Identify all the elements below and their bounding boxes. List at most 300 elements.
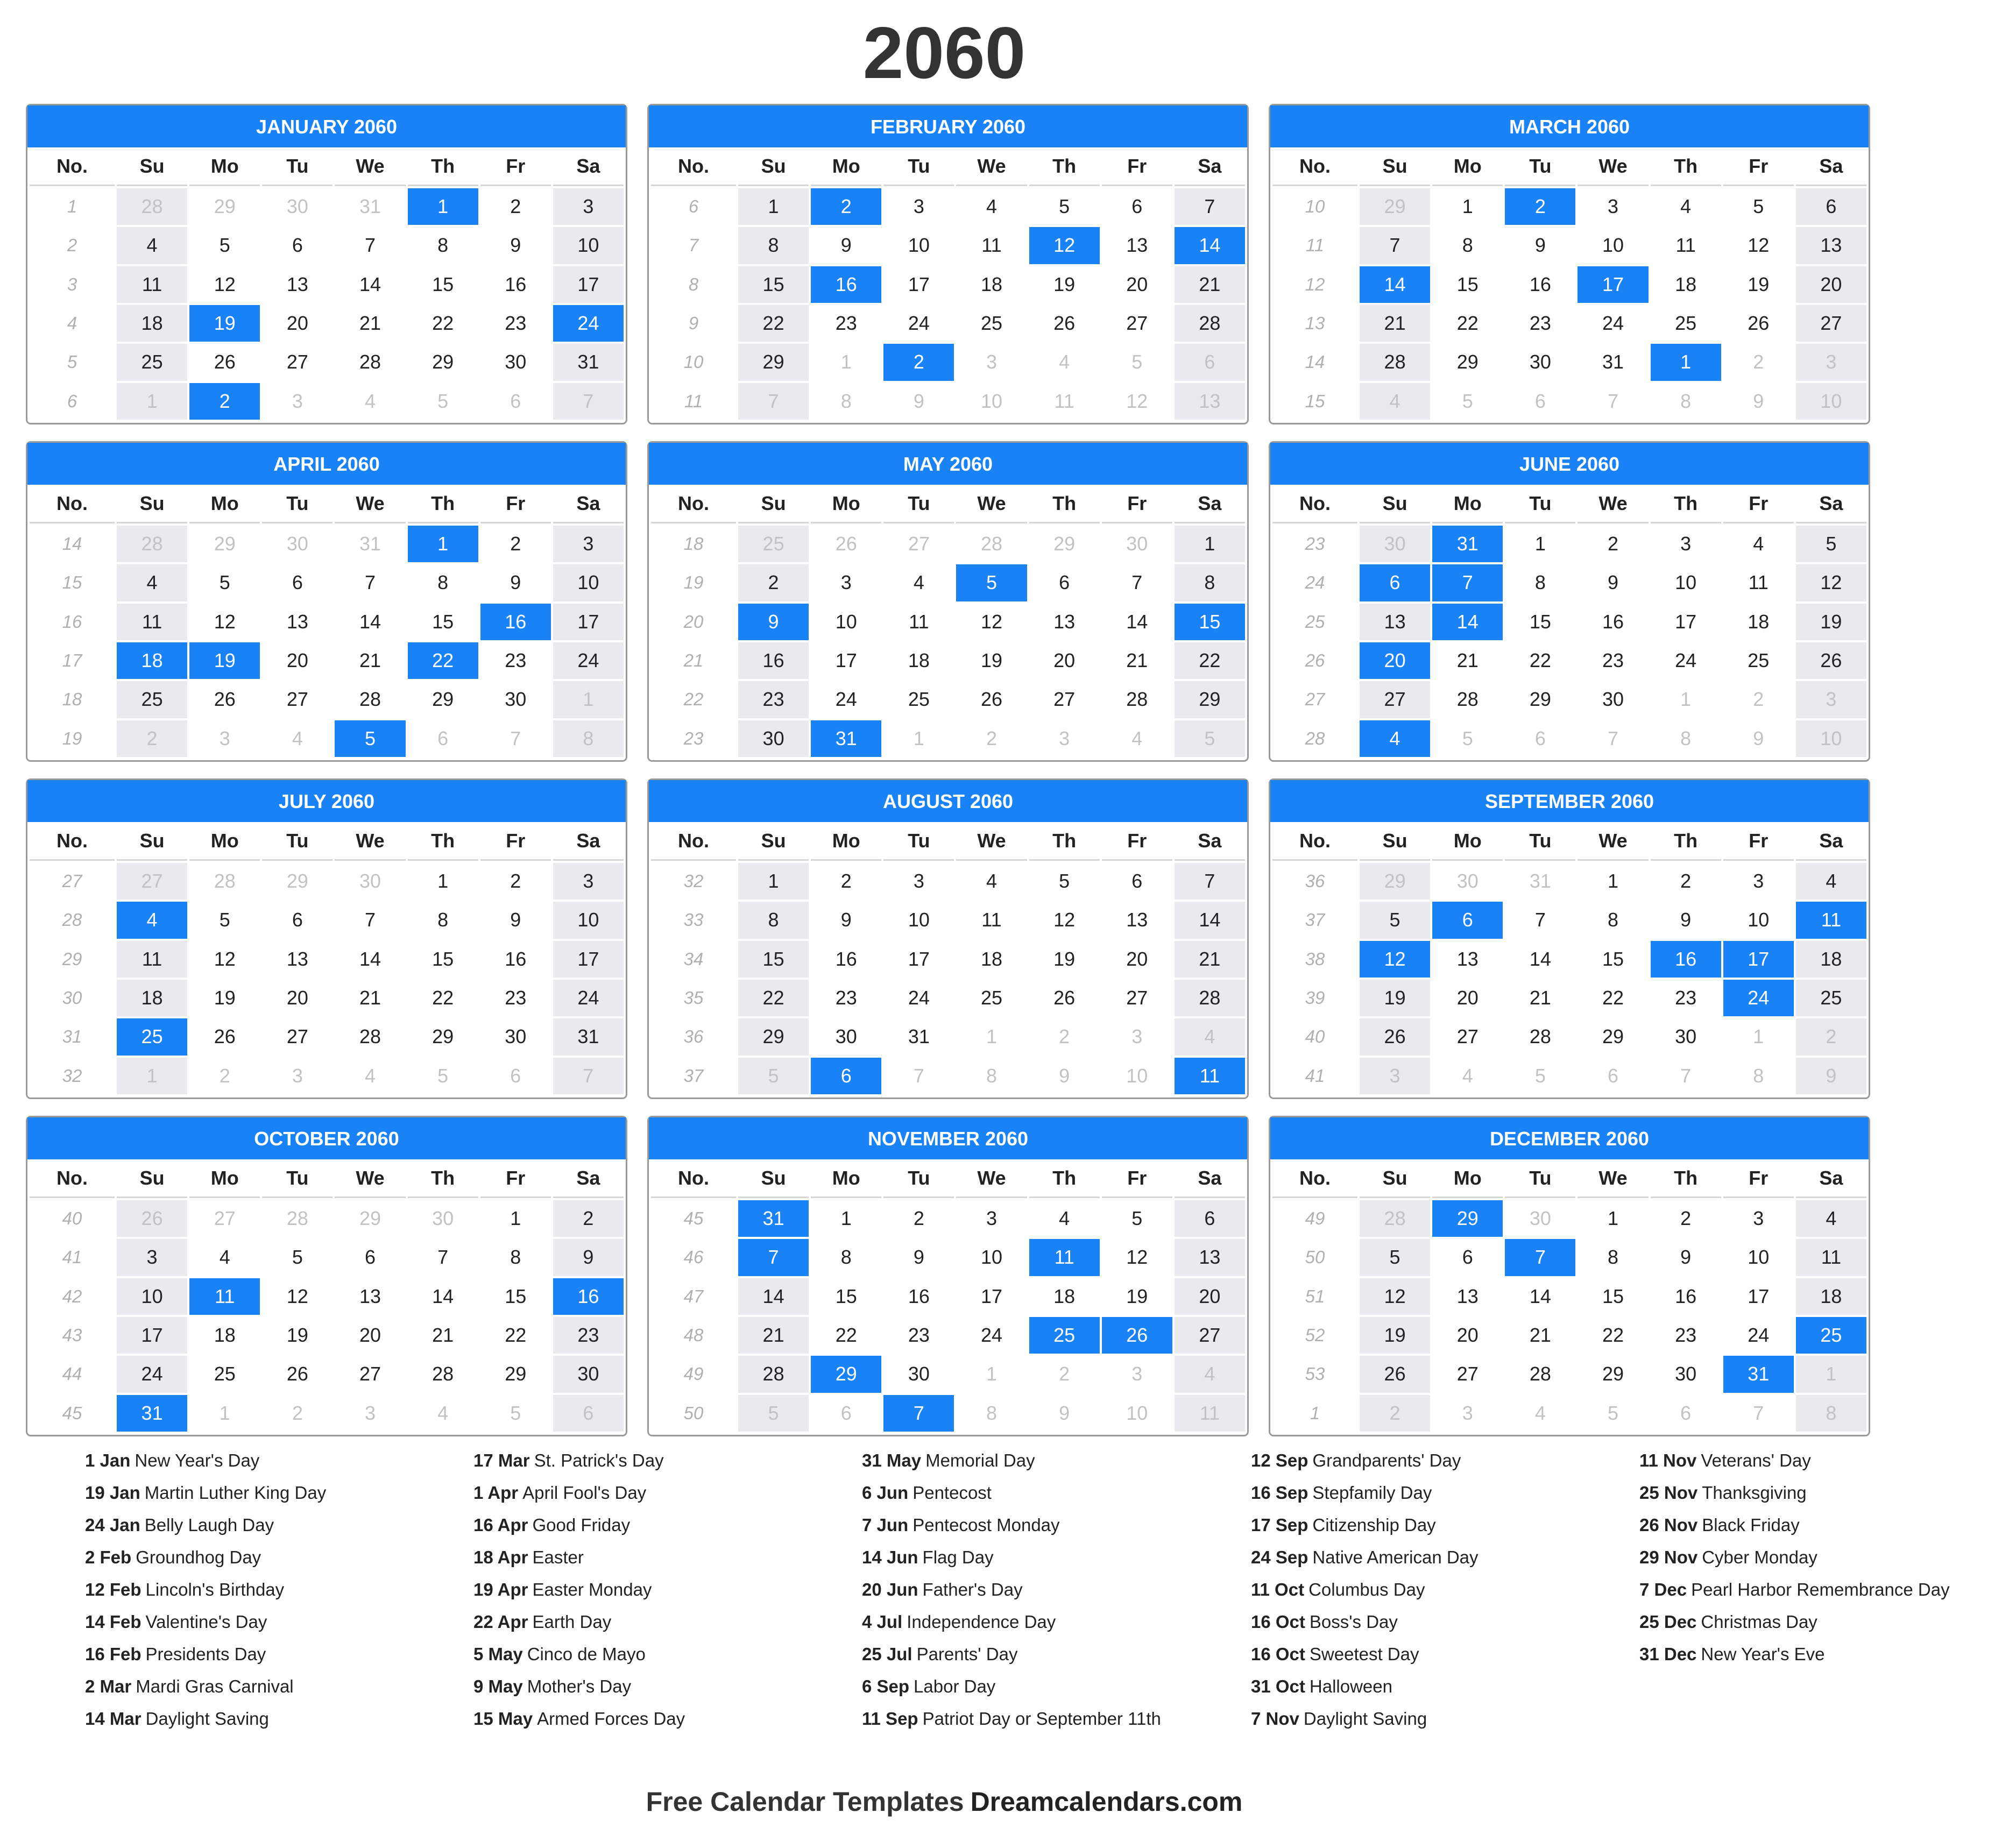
day-cell[interactable]: 9 [1723,720,1794,757]
day-cell[interactable]: 12 [189,604,260,640]
day-cell[interactable]: 10 [883,227,954,264]
day-cell[interactable]: 10 [1796,720,1866,757]
holiday-day-cell[interactable]: 14 [1432,604,1503,640]
holiday-day-cell[interactable]: 17 [1723,941,1794,978]
day-cell[interactable]: 6 [480,1058,551,1094]
day-cell[interactable]: 27 [262,681,333,718]
day-cell[interactable]: 4 [1505,1395,1575,1432]
holiday-day-cell[interactable]: 16 [553,1278,624,1315]
day-cell[interactable]: 18 [1029,1278,1100,1315]
day-cell[interactable]: 9 [1723,383,1794,420]
day-cell[interactable]: 18 [883,642,954,679]
day-cell[interactable]: 1 [553,681,624,718]
day-cell[interactable]: 31 [1505,863,1575,900]
day-cell[interactable]: 2 [1723,344,1794,380]
day-cell[interactable]: 6 [1432,1239,1503,1276]
day-cell[interactable]: 3 [262,1058,333,1094]
holiday-day-cell[interactable]: 12 [1360,941,1430,978]
day-cell[interactable]: 5 [408,383,478,420]
day-cell[interactable]: 31 [553,1018,624,1055]
day-cell[interactable]: 23 [811,980,881,1016]
day-cell[interactable]: 15 [408,266,478,303]
day-cell[interactable]: 7 [1723,1395,1794,1432]
day-cell[interactable]: 17 [1651,604,1721,640]
day-cell[interactable]: 13 [262,604,333,640]
day-cell[interactable]: 1 [408,863,478,900]
day-cell[interactable]: 20 [1102,266,1172,303]
day-cell[interactable]: 18 [1723,604,1794,640]
day-cell[interactable]: 19 [1360,1317,1430,1354]
day-cell[interactable]: 13 [1175,1239,1245,1276]
day-cell[interactable]: 28 [1175,305,1245,342]
day-cell[interactable]: 2 [811,863,881,900]
day-cell[interactable]: 3 [553,863,624,900]
day-cell[interactable]: 13 [1432,941,1503,978]
day-cell[interactable]: 11 [956,227,1027,264]
day-cell[interactable]: 14 [1175,902,1245,938]
day-cell[interactable]: 20 [335,1317,405,1354]
day-cell[interactable]: 23 [811,305,881,342]
day-cell[interactable]: 28 [262,1200,333,1237]
day-cell[interactable]: 6 [262,902,333,938]
day-cell[interactable]: 31 [883,1018,954,1055]
day-cell[interactable]: 29 [1505,681,1575,718]
day-cell[interactable]: 20 [262,305,333,342]
day-cell[interactable]: 3 [956,344,1027,380]
day-cell[interactable]: 9 [480,902,551,938]
day-cell[interactable]: 24 [1651,642,1721,679]
day-cell[interactable]: 1 [811,1200,881,1237]
day-cell[interactable]: 27 [1432,1356,1503,1392]
day-cell[interactable]: 27 [189,1200,260,1237]
day-cell[interactable]: 5 [1432,383,1503,420]
day-cell[interactable]: 30 [738,720,809,757]
day-cell[interactable]: 15 [1578,1278,1648,1315]
day-cell[interactable]: 2 [1651,863,1721,900]
day-cell[interactable]: 15 [1578,941,1648,978]
day-cell[interactable]: 1 [1796,1356,1866,1392]
day-cell[interactable]: 7 [553,1058,624,1094]
day-cell[interactable]: 14 [335,941,405,978]
holiday-day-cell[interactable]: 29 [1432,1200,1503,1237]
holiday-day-cell[interactable]: 4 [1360,720,1430,757]
day-cell[interactable]: 4 [335,383,405,420]
day-cell[interactable]: 12 [956,604,1027,640]
day-cell[interactable]: 27 [1102,980,1172,1016]
holiday-day-cell[interactable]: 24 [553,305,624,342]
day-cell[interactable]: 29 [1029,526,1100,562]
holiday-day-cell[interactable]: 1 [408,188,478,225]
day-cell[interactable]: 8 [408,227,478,264]
day-cell[interactable]: 1 [1175,526,1245,562]
day-cell[interactable]: 14 [408,1278,478,1315]
day-cell[interactable]: 7 [335,564,405,601]
day-cell[interactable]: 22 [480,1317,551,1354]
day-cell[interactable]: 2 [480,188,551,225]
day-cell[interactable]: 19 [1796,604,1866,640]
day-cell[interactable]: 7 [408,1239,478,1276]
day-cell[interactable]: 17 [883,266,954,303]
day-cell[interactable]: 10 [956,383,1027,420]
day-cell[interactable]: 28 [117,526,187,562]
day-cell[interactable]: 3 [883,188,954,225]
day-cell[interactable]: 21 [1432,642,1503,679]
day-cell[interactable]: 30 [553,1356,624,1392]
day-cell[interactable]: 14 [1505,1278,1575,1315]
day-cell[interactable]: 8 [1175,564,1245,601]
day-cell[interactable]: 18 [956,266,1027,303]
day-cell[interactable]: 28 [1505,1356,1575,1392]
day-cell[interactable]: 4 [1796,1200,1866,1237]
day-cell[interactable]: 29 [1360,863,1430,900]
day-cell[interactable]: 9 [1029,1058,1100,1094]
day-cell[interactable]: 4 [1651,188,1721,225]
day-cell[interactable]: 19 [1723,266,1794,303]
day-cell[interactable]: 10 [553,902,624,938]
day-cell[interactable]: 3 [553,188,624,225]
day-cell[interactable]: 26 [1723,305,1794,342]
holiday-day-cell[interactable]: 20 [1360,642,1430,679]
day-cell[interactable]: 29 [189,188,260,225]
day-cell[interactable]: 2 [1651,1200,1721,1237]
day-cell[interactable]: 20 [1029,642,1100,679]
day-cell[interactable]: 6 [262,227,333,264]
day-cell[interactable]: 20 [262,980,333,1016]
day-cell[interactable]: 21 [335,642,405,679]
day-cell[interactable]: 2 [117,720,187,757]
day-cell[interactable]: 31 [335,526,405,562]
day-cell[interactable]: 6 [1505,383,1575,420]
day-cell[interactable]: 4 [1360,383,1430,420]
day-cell[interactable]: 3 [553,526,624,562]
day-cell[interactable]: 7 [738,383,809,420]
holiday-day-cell[interactable]: 6 [1432,902,1503,938]
day-cell[interactable]: 8 [408,564,478,601]
holiday-day-cell[interactable]: 31 [1723,1356,1794,1392]
day-cell[interactable]: 16 [883,1278,954,1315]
day-cell[interactable]: 9 [811,227,881,264]
day-cell[interactable]: 4 [956,188,1027,225]
day-cell[interactable]: 29 [1432,344,1503,380]
day-cell[interactable]: 9 [883,1239,954,1276]
day-cell[interactable]: 29 [480,1356,551,1392]
day-cell[interactable]: 27 [262,1018,333,1055]
day-cell[interactable]: 1 [883,720,954,757]
day-cell[interactable]: 5 [1360,902,1430,938]
holiday-day-cell[interactable]: 29 [811,1356,881,1392]
day-cell[interactable]: 8 [811,1239,881,1276]
day-cell[interactable]: 3 [335,1395,405,1432]
day-cell[interactable]: 16 [811,941,881,978]
holiday-day-cell[interactable]: 7 [1505,1239,1575,1276]
day-cell[interactable]: 26 [262,1356,333,1392]
day-cell[interactable]: 26 [1796,642,1866,679]
day-cell[interactable]: 23 [1578,642,1648,679]
day-cell[interactable]: 8 [956,1395,1027,1432]
holiday-day-cell[interactable]: 7 [883,1395,954,1432]
day-cell[interactable]: 10 [1796,383,1866,420]
day-cell[interactable]: 25 [117,681,187,718]
day-cell[interactable]: 29 [738,344,809,380]
day-cell[interactable]: 11 [1029,383,1100,420]
day-cell[interactable]: 21 [1175,266,1245,303]
holiday-day-cell[interactable]: 7 [738,1239,809,1276]
day-cell[interactable]: 16 [480,941,551,978]
holiday-day-cell[interactable]: 11 [1796,902,1866,938]
day-cell[interactable]: 12 [1102,383,1172,420]
day-cell[interactable]: 27 [117,863,187,900]
day-cell[interactable]: 4 [1029,344,1100,380]
day-cell[interactable]: 13 [1360,604,1430,640]
day-cell[interactable]: 18 [956,941,1027,978]
holiday-day-cell[interactable]: 31 [117,1395,187,1432]
day-cell[interactable]: 9 [480,564,551,601]
day-cell[interactable]: 2 [1029,1018,1100,1055]
day-cell[interactable]: 30 [1651,1356,1721,1392]
footer-site[interactable]: Dreamcalendars.com [970,1787,1243,1817]
day-cell[interactable]: 16 [480,266,551,303]
day-cell[interactable]: 20 [1102,941,1172,978]
holiday-day-cell[interactable]: 18 [117,642,187,679]
day-cell[interactable]: 1 [1723,1018,1794,1055]
holiday-day-cell[interactable]: 26 [1102,1317,1172,1354]
day-cell[interactable]: 23 [480,980,551,1016]
day-cell[interactable]: 10 [956,1239,1027,1276]
holiday-day-cell[interactable]: 16 [1651,941,1721,978]
day-cell[interactable]: 13 [262,941,333,978]
day-cell[interactable]: 13 [262,266,333,303]
day-cell[interactable]: 3 [117,1239,187,1276]
day-cell[interactable]: 25 [117,344,187,380]
day-cell[interactable]: 7 [553,383,624,420]
day-cell[interactable]: 24 [553,980,624,1016]
holiday-day-cell[interactable]: 14 [1175,227,1245,264]
holiday-day-cell[interactable]: 14 [1360,266,1430,303]
day-cell[interactable]: 22 [1432,305,1503,342]
day-cell[interactable]: 1 [1505,526,1575,562]
day-cell[interactable]: 9 [883,383,954,420]
day-cell[interactable]: 26 [811,526,881,562]
day-cell[interactable]: 14 [335,604,405,640]
day-cell[interactable]: 12 [189,266,260,303]
day-cell[interactable]: 24 [883,305,954,342]
day-cell[interactable]: 27 [883,526,954,562]
day-cell[interactable]: 13 [1175,383,1245,420]
day-cell[interactable]: 6 [553,1395,624,1432]
day-cell[interactable]: 24 [553,642,624,679]
day-cell[interactable]: 27 [335,1356,405,1392]
holiday-day-cell[interactable]: 15 [1175,604,1245,640]
day-cell[interactable]: 25 [1796,980,1866,1016]
day-cell[interactable]: 26 [189,1018,260,1055]
day-cell[interactable]: 26 [1029,305,1100,342]
day-cell[interactable]: 23 [480,642,551,679]
day-cell[interactable]: 2 [1578,526,1648,562]
day-cell[interactable]: 5 [1360,1239,1430,1276]
day-cell[interactable]: 8 [956,1058,1027,1094]
day-cell[interactable]: 4 [1796,863,1866,900]
day-cell[interactable]: 11 [883,604,954,640]
day-cell[interactable]: 4 [1102,720,1172,757]
day-cell[interactable]: 30 [335,863,405,900]
day-cell[interactable]: 5 [1578,1395,1648,1432]
day-cell[interactable]: 3 [189,720,260,757]
holiday-day-cell[interactable]: 16 [811,266,881,303]
day-cell[interactable]: 24 [811,681,881,718]
day-cell[interactable]: 29 [262,863,333,900]
day-cell[interactable]: 4 [335,1058,405,1094]
day-cell[interactable]: 5 [1796,526,1866,562]
day-cell[interactable]: 31 [1578,344,1648,380]
day-cell[interactable]: 27 [1102,305,1172,342]
day-cell[interactable]: 23 [1505,305,1575,342]
day-cell[interactable]: 29 [335,1200,405,1237]
day-cell[interactable]: 27 [1175,1317,1245,1354]
day-cell[interactable]: 25 [956,305,1027,342]
day-cell[interactable]: 24 [117,1356,187,1392]
holiday-day-cell[interactable]: 6 [811,1058,881,1094]
day-cell[interactable]: 3 [1102,1018,1172,1055]
day-cell[interactable]: 6 [408,720,478,757]
day-cell[interactable]: 1 [738,188,809,225]
day-cell[interactable]: 3 [1578,188,1648,225]
day-cell[interactable]: 3 [1796,681,1866,718]
day-cell[interactable]: 23 [738,681,809,718]
day-cell[interactable]: 2 [1796,1018,1866,1055]
day-cell[interactable]: 26 [1029,980,1100,1016]
day-cell[interactable]: 28 [956,526,1027,562]
day-cell[interactable]: 9 [553,1239,624,1276]
day-cell[interactable]: 13 [1029,604,1100,640]
day-cell[interactable]: 24 [1578,305,1648,342]
day-cell[interactable]: 24 [956,1317,1027,1354]
day-cell[interactable]: 3 [1029,720,1100,757]
day-cell[interactable]: 29 [1175,681,1245,718]
day-cell[interactable]: 28 [335,1018,405,1055]
day-cell[interactable]: 18 [1796,941,1866,978]
day-cell[interactable]: 8 [408,902,478,938]
day-cell[interactable]: 30 [262,188,333,225]
day-cell[interactable]: 19 [956,642,1027,679]
day-cell[interactable]: 1 [1578,863,1648,900]
day-cell[interactable]: 4 [117,227,187,264]
day-cell[interactable]: 23 [1651,1317,1721,1354]
holiday-day-cell[interactable]: 2 [883,344,954,380]
day-cell[interactable]: 10 [1578,227,1648,264]
day-cell[interactable]: 28 [1505,1018,1575,1055]
holiday-day-cell[interactable]: 16 [480,604,551,640]
day-cell[interactable]: 26 [189,344,260,380]
day-cell[interactable]: 21 [1102,642,1172,679]
day-cell[interactable]: 10 [811,604,881,640]
day-cell[interactable]: 11 [1175,1395,1245,1432]
day-cell[interactable]: 28 [189,863,260,900]
day-cell[interactable]: 1 [117,1058,187,1094]
day-cell[interactable]: 13 [1796,227,1866,264]
day-cell[interactable]: 14 [738,1278,809,1315]
day-cell[interactable]: 19 [262,1317,333,1354]
holiday-day-cell[interactable]: 5 [335,720,405,757]
holiday-day-cell[interactable]: 2 [189,383,260,420]
day-cell[interactable]: 28 [335,681,405,718]
day-cell[interactable]: 12 [1360,1278,1430,1315]
day-cell[interactable]: 17 [553,604,624,640]
holiday-day-cell[interactable]: 12 [1029,227,1100,264]
day-cell[interactable]: 23 [1651,980,1721,1016]
holiday-day-cell[interactable]: 6 [1360,564,1430,601]
day-cell[interactable]: 16 [1505,266,1575,303]
day-cell[interactable]: 31 [553,344,624,380]
day-cell[interactable]: 28 [335,344,405,380]
holiday-day-cell[interactable]: 2 [811,188,881,225]
holiday-day-cell[interactable]: 11 [1029,1239,1100,1276]
day-cell[interactable]: 2 [1723,681,1794,718]
day-cell[interactable]: 2 [1029,1356,1100,1392]
day-cell[interactable]: 4 [1175,1356,1245,1392]
day-cell[interactable]: 8 [1651,720,1721,757]
holiday-day-cell[interactable]: 9 [738,604,809,640]
day-cell[interactable]: 11 [1723,564,1794,601]
day-cell[interactable]: 21 [335,305,405,342]
day-cell[interactable]: 31 [335,188,405,225]
day-cell[interactable]: 2 [262,1395,333,1432]
day-cell[interactable]: 13 [335,1278,405,1315]
day-cell[interactable]: 3 [1651,526,1721,562]
day-cell[interactable]: 21 [335,980,405,1016]
day-cell[interactable]: 23 [553,1317,624,1354]
day-cell[interactable]: 3 [1432,1395,1503,1432]
day-cell[interactable]: 2 [480,863,551,900]
holiday-day-cell[interactable]: 19 [189,642,260,679]
day-cell[interactable]: 19 [1029,266,1100,303]
day-cell[interactable]: 12 [189,941,260,978]
day-cell[interactable]: 30 [480,681,551,718]
day-cell[interactable]: 3 [1360,1058,1430,1094]
day-cell[interactable]: 28 [738,1356,809,1392]
day-cell[interactable]: 12 [1029,902,1100,938]
day-cell[interactable]: 5 [189,227,260,264]
day-cell[interactable]: 26 [1360,1018,1430,1055]
day-cell[interactable]: 5 [1029,188,1100,225]
day-cell[interactable]: 30 [1432,863,1503,900]
day-cell[interactable]: 17 [811,642,881,679]
day-cell[interactable]: 4 [1175,1018,1245,1055]
day-cell[interactable]: 12 [1796,564,1866,601]
day-cell[interactable]: 8 [738,227,809,264]
holiday-day-cell[interactable]: 31 [1432,526,1503,562]
day-cell[interactable]: 20 [262,642,333,679]
day-cell[interactable]: 6 [335,1239,405,1276]
holiday-day-cell[interactable]: 19 [189,305,260,342]
day-cell[interactable]: 7 [1175,188,1245,225]
day-cell[interactable]: 9 [1029,1395,1100,1432]
day-cell[interactable]: 3 [1723,1200,1794,1237]
day-cell[interactable]: 21 [1360,305,1430,342]
day-cell[interactable]: 1 [956,1356,1027,1392]
day-cell[interactable]: 17 [956,1278,1027,1315]
day-cell[interactable]: 30 [1651,1018,1721,1055]
day-cell[interactable]: 21 [408,1317,478,1354]
day-cell[interactable]: 18 [117,980,187,1016]
day-cell[interactable]: 29 [1360,188,1430,225]
day-cell[interactable]: 21 [1505,980,1575,1016]
day-cell[interactable]: 9 [1651,1239,1721,1276]
day-cell[interactable]: 9 [811,902,881,938]
holiday-day-cell[interactable]: 31 [811,720,881,757]
day-cell[interactable]: 5 [1723,188,1794,225]
day-cell[interactable]: 7 [1578,383,1648,420]
day-cell[interactable]: 28 [1175,980,1245,1016]
